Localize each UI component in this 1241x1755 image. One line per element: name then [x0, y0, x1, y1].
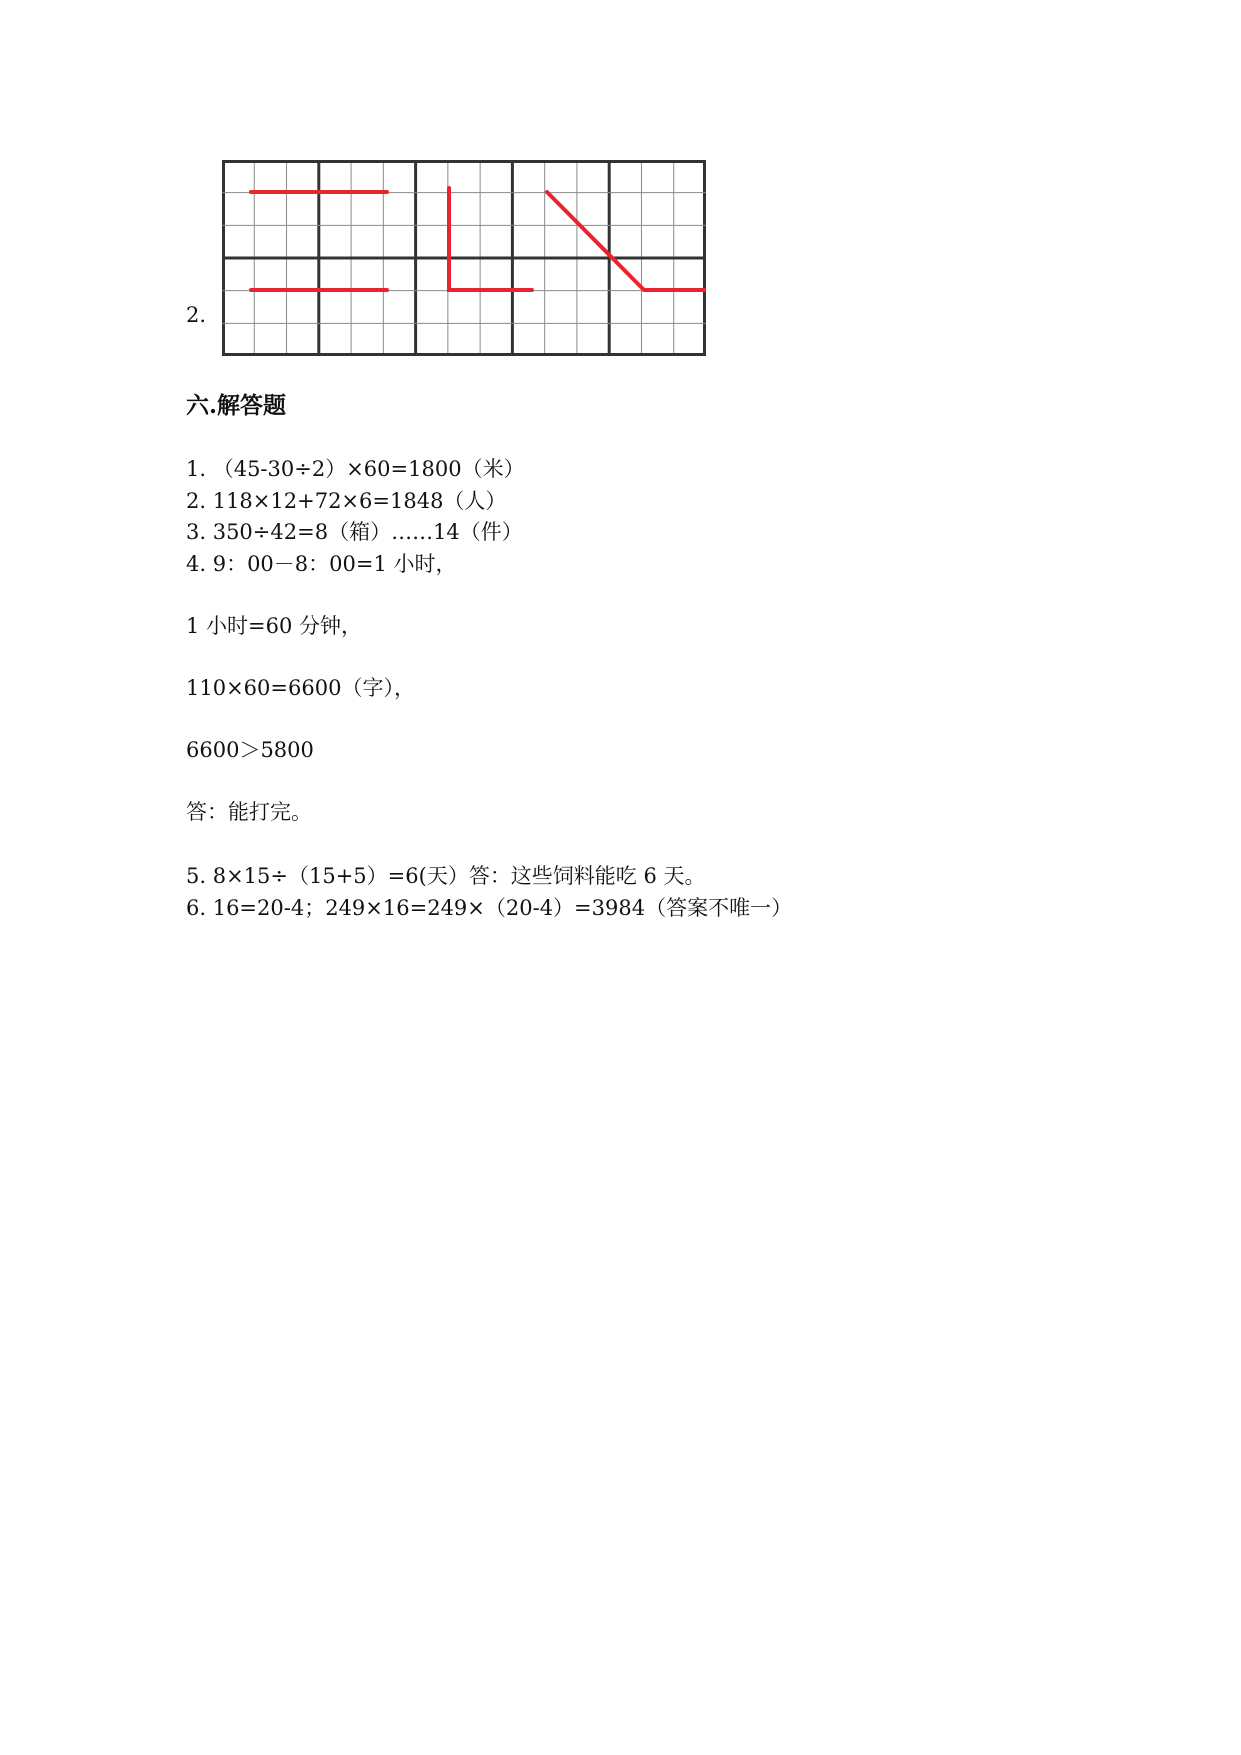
answer-6: 6. 16=20-4；249×16=249×（20-4）=3984（答案不唯一）: [186, 896, 793, 920]
answer-4-line-4: 6600＞5800: [186, 738, 314, 762]
question-number-label: 2.: [186, 303, 207, 327]
answer-1: 1. （45-30÷2）×60=1800（米）: [186, 457, 525, 481]
answer-3: 3. 350÷42=8（箱）……14（件）: [186, 520, 523, 544]
grid-figure: [222, 160, 706, 356]
answer-4-line-2: 1 小时=60 分钟，: [186, 614, 363, 638]
answer-5: 5. 8×15÷（15+5）=6(天）答：这些饲料能吃 6 天。: [186, 864, 706, 888]
diagonal-segment: [547, 192, 706, 290]
grid-lines: [222, 160, 706, 356]
answer-4-line-1: 4. 9：00－8：00=1 小时，: [186, 552, 457, 576]
answer-4-line-3: 110×60=6600（字），: [186, 676, 415, 700]
answer-4-line-5: 答：能打完。: [186, 800, 312, 824]
answer-2: 2. 118×12+72×6=1848（人）: [186, 489, 507, 513]
section-heading: 六.解答题: [186, 392, 287, 419]
right-angle-segment: [449, 188, 532, 290]
